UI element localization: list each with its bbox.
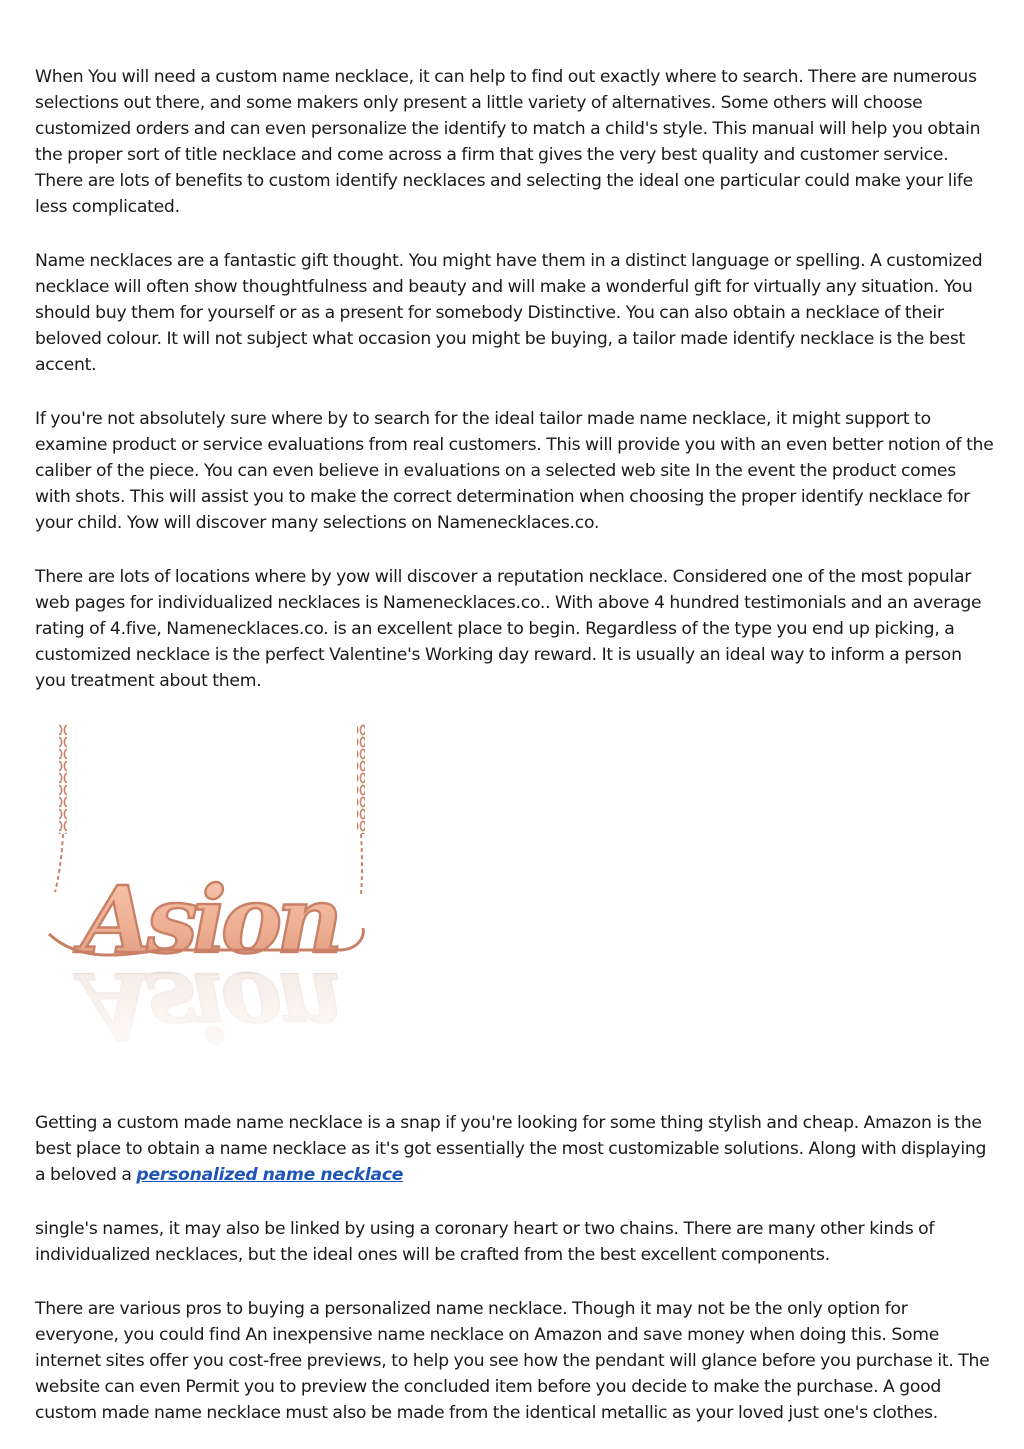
document-page [35, 64, 995, 1426]
paragraph-5-text: Getting a custom made name necklace is a snap if you're looking for some thing stylish and cheap. Amazon is the best place to obtain a name necklace as it's got essentially the most customizable solutions. Along with displaying a beloved a [35, 1113, 987, 1185]
paragraph-1: When You will need a custom name necklace, it can help to find out exactly where to search. There are numerous selections out there, and some makers only present a little variety of alternatives. Some others will choose customized orders and can even personalize the identify to match a child's style. This manual will help you obtain the proper sort of title necklace and come across a firm that gives the very best quality and customer service. There are lots of benefits to custom identify necklaces and selecting the ideal one particular could make your life less complicated. [35, 67, 981, 217]
paragraph-3: If you're not absolutely sure where by to search for the ideal tailor made name necklace, it might support to examine product or service evaluations from real customers. This will provide you with an even better notion of the caliber of the piece. You can even believe in evaluations on a selected web site In the event the product comes with shots. This will assist you to make the correct determination when choosing the proper identify necklace for your child. Yow will discover many selections on Namenecklaces.co. [35, 409, 994, 533]
paragraph-4: There are lots of locations where by yow will discover a reputation necklace. Considered one of the most popular web pages for individualized necklaces is Namenecklaces.co.. With above 4 hundred testimonials and an average rating of 4.five, Namenecklaces.co. is an excellent place to begin. Regardless of the type you end up picking, a customized necklace is the perfect Valentine's Working day reward. It is usually an ideal way to inform a person you treatment about them. [35, 567, 982, 691]
paragraph-7: There are various pros to buying a personalized name necklace. Though it may not be the only option for everyone, you could find An inexpensive name necklace on Amazon and save money when doing this. Some internet sites offer you cost-free previews, to help you see how the pendant will glance before you purchase it. The website can even Permit you to preview the concluded item before you decide to make the purchase. A good custom made name necklace must also be made from the identical metallic as your loved just one's clothes. [35, 1299, 990, 1423]
svg-text:Asion: Asion [80, 866, 338, 974]
chain-right [357, 724, 365, 894]
paragraph-6: single's names, it may also be linked by using a coronary heart or two chains. There are many other kinds of individualized necklaces, but the ideal ones will be crafted from the best excellent components. [35, 1219, 935, 1265]
name-necklace-image [39, 724, 379, 1076]
paragraph-2: Name necklaces are a fantastic gift thought. You might have them in a distinct language or spelling. A customized necklace will often show thoughtfulness and beauty and will make a wonderful gift for virtually any situation. You should buy them for yourself or as a present for somebody Distinctive. You can also obtain a necklace of their beloved colour. It will not subject what occasion you might be buying, a tailor made identify necklace is the best accent. [35, 251, 983, 375]
personalized-name-necklace-link[interactable]: personalized name necklace [136, 1165, 404, 1185]
chain-left [55, 724, 67, 892]
paragraph-5 [35, 1110, 995, 1188]
necklace-illustration [39, 724, 379, 1076]
